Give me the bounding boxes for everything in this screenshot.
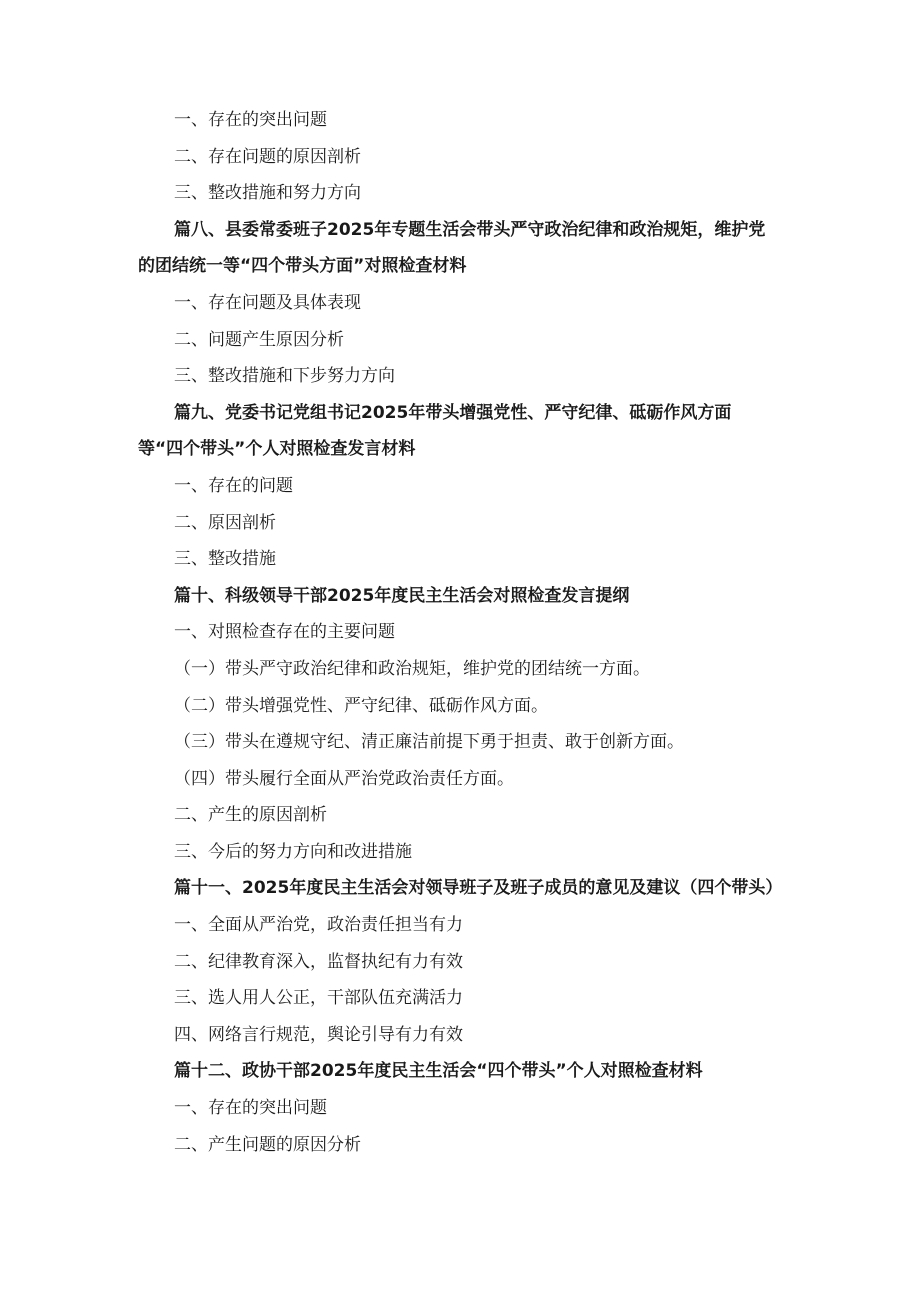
document-body: [138, 102, 783, 1163]
list-item: 三、整改措施: [174, 549, 276, 570]
list-item: 三、整改措施和下步努力方向: [174, 366, 395, 387]
section-heading: 篇十一、2025年度民主生活会对领导班子及班子成员的意见及建议（四个带头）: [174, 878, 783, 899]
list-item: 三、选人用人公正，干部队伍充满活力: [174, 988, 463, 1009]
list-item: （一）带头严守政治纪律和政治规矩，维护党的团结统一方面。: [174, 658, 650, 679]
section-heading: 篇八、县委常委班子2025年专题生活会带头严守政治纪律和政治规矩，维护党的团结统一等“四个带头方面”对照检查材料: [138, 219, 766, 277]
list-item: 二、纪律教育深入，监督执纪有力有效: [174, 951, 463, 972]
list-item: 一、存在的突出问题: [174, 110, 327, 130]
list-item: 一、存在的问题: [174, 475, 293, 496]
list-item: 一、全面从严治党，政治责任担当有力: [174, 915, 463, 936]
list-item: 一、对照检查存在的主要问题: [174, 622, 395, 643]
section-heading: 篇九、党委书记党组书记2025年带头增强党性、严守纪律、砥砺作风方面等“四个带头”个人对照检查发言材料: [138, 402, 732, 460]
list-item: 二、原因剖析: [174, 512, 276, 533]
list-item: 三、整改措施和努力方向: [174, 183, 361, 204]
list-item: 二、问题产生原因分析: [174, 329, 344, 350]
list-item: 一、存在问题及具体表现: [174, 292, 361, 313]
section-heading: 篇十二、政协干部2025年度民主生活会“四个带头”个人对照检查材料: [174, 1061, 703, 1082]
list-item: （三）带头在遵规守纪、清正廉洁前提下勇于担责、敢于创新方面。: [174, 732, 684, 753]
list-item: 三、今后的努力方向和改进措施: [174, 841, 412, 862]
list-item: 一、存在的突出问题: [174, 1098, 327, 1119]
list-item: 二、存在问题的原因剖析: [174, 146, 361, 167]
list-item: 二、产生的原因剖析: [174, 805, 327, 826]
list-item: 四、网络言行规范，舆论引导有力有效: [174, 1024, 463, 1045]
list-item: （二）带头增强党性、严守纪律、砥砺作风方面。: [174, 695, 548, 716]
section-heading: 篇十、科级领导干部2025年度民主生活会对照检查发言提纲: [174, 585, 630, 606]
list-item: 二、产生问题的原因分析: [174, 1134, 361, 1155]
list-item: （四）带头履行全面从严治党政治责任方面。: [174, 768, 514, 789]
